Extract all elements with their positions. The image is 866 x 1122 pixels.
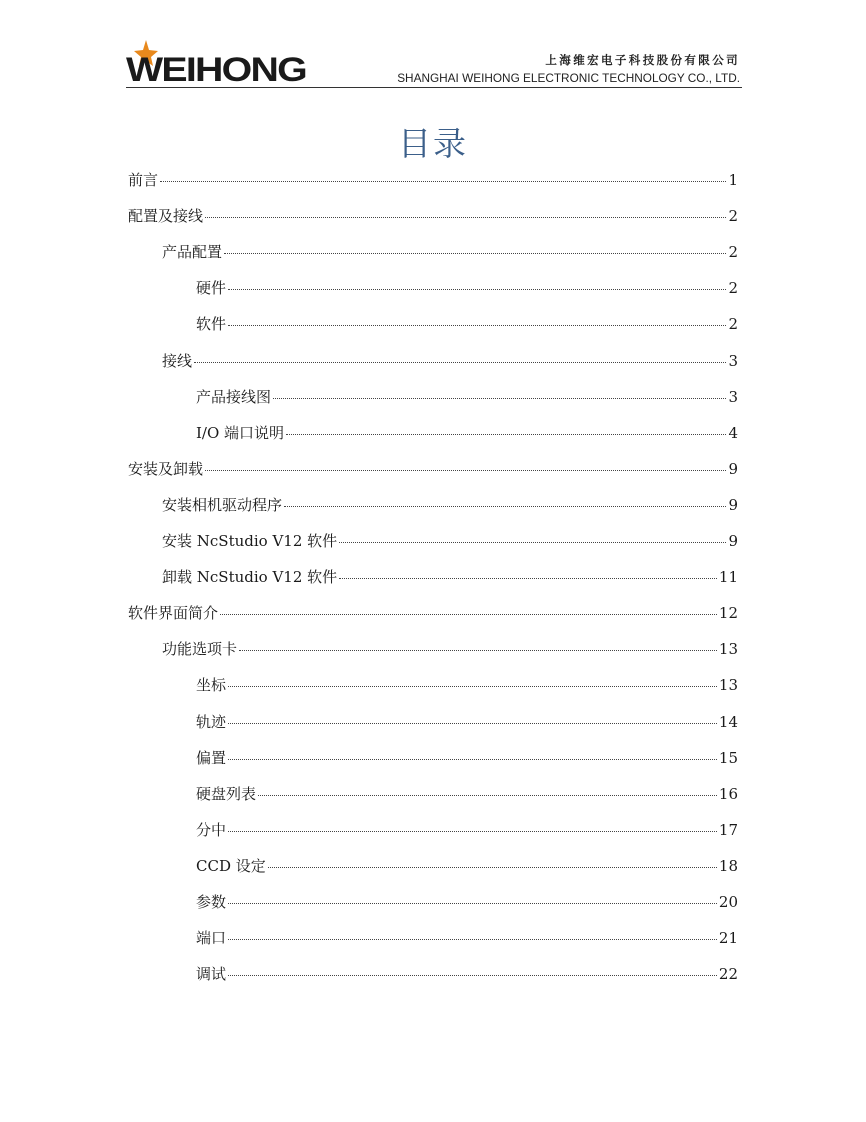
company-name-cn: 上海维宏电子科技股份有限公司 — [545, 53, 740, 67]
toc-entry-label: 软件界面简介 — [128, 604, 219, 623]
toc-dot-leader — [228, 686, 717, 687]
toc-entry[interactable] — [162, 493, 738, 517]
toc-entry[interactable] — [196, 710, 738, 734]
toc-dot-leader — [228, 325, 726, 326]
toc-entry-label: 产品配置 — [162, 243, 223, 262]
toc-dot-leader — [286, 434, 726, 435]
toc-entry-page-number: 13 — [718, 676, 738, 695]
toc-entry-label: 调试 — [196, 965, 227, 984]
toc-dot-leader — [194, 362, 726, 363]
toc-entry-label: 安装 NcStudio V12 软件 — [162, 532, 338, 550]
toc-entry[interactable] — [196, 782, 738, 806]
toc-entry-label: 功能选项卡 — [162, 640, 238, 659]
logo-text: WEIHONG — [126, 51, 307, 88]
toc-entry-label: I/O 端口说明 — [196, 423, 285, 442]
toc-dot-leader — [228, 759, 717, 760]
toc-entry-page-number: 2 — [728, 279, 738, 298]
toc-dot-leader — [228, 975, 717, 976]
toc-entry-page-number: 12 — [718, 604, 738, 623]
toc-entry[interactable] — [196, 385, 738, 409]
toc-dot-leader — [339, 578, 717, 579]
toc-dot-leader — [224, 253, 726, 254]
toc-dot-leader — [228, 289, 726, 290]
toc-entry-page-number: 22 — [718, 965, 738, 984]
toc-dot-leader — [205, 217, 726, 218]
toc-entry-label: 软件 — [196, 315, 227, 334]
toc-entry[interactable] — [162, 637, 738, 661]
toc-entry[interactable] — [196, 854, 738, 878]
toc-dot-leader — [273, 398, 726, 399]
toc-entry-page-number: 17 — [718, 820, 738, 839]
toc-entry[interactable] — [196, 962, 738, 986]
toc-entry-label: 坐标 — [196, 676, 227, 695]
toc-dot-leader — [160, 181, 726, 182]
toc-dot-leader — [228, 903, 717, 904]
toc-entry[interactable] — [196, 312, 738, 336]
toc-entry-label: 偏置 — [196, 748, 227, 767]
toc-entry-page-number: 15 — [718, 748, 738, 767]
toc-entry-page-number: 2 — [728, 315, 738, 334]
toc-dot-leader — [228, 723, 717, 724]
toc-dot-leader — [284, 506, 726, 507]
toc-dot-leader — [228, 831, 717, 832]
toc-entry-label: 轨迹 — [196, 712, 227, 731]
toc-entry-label: 安装及卸载 — [128, 459, 204, 478]
toc-entry-page-number: 9 — [728, 459, 738, 478]
toc-entry-page-number: 14 — [718, 712, 738, 731]
toc-entry-page-number: 9 — [728, 532, 738, 550]
toc-dot-leader — [258, 795, 717, 796]
toc-entry[interactable] — [128, 601, 738, 625]
toc-entry-label: 配置及接线 — [128, 207, 204, 226]
toc-entry-label: 端口 — [196, 929, 227, 948]
toc-entry[interactable] — [162, 565, 738, 589]
toc-entry-label: 接线 — [162, 351, 193, 370]
toc-entry[interactable] — [162, 240, 738, 264]
toc-entry[interactable] — [162, 529, 738, 553]
toc-entry[interactable] — [128, 457, 738, 481]
toc-entry[interactable] — [196, 926, 738, 950]
toc-entry-page-number: 18 — [718, 856, 738, 875]
toc-dot-leader — [339, 542, 726, 543]
toc-entry-page-number: 1 — [728, 171, 738, 189]
toc-entry[interactable] — [196, 421, 738, 445]
toc-dot-leader — [220, 614, 717, 615]
toc-entry-page-number: 2 — [728, 243, 738, 262]
toc-entry[interactable] — [162, 349, 738, 373]
toc-entry-page-number: 3 — [728, 387, 738, 406]
toc-entry-label: 参数 — [196, 893, 227, 911]
toc-entry-page-number: 20 — [718, 893, 738, 911]
toc-entry[interactable] — [196, 746, 738, 770]
toc-entry-page-number: 2 — [728, 207, 738, 226]
toc-dot-leader — [268, 867, 717, 868]
toc-entry[interactable] — [196, 673, 738, 697]
toc-entry-page-number: 21 — [718, 929, 738, 948]
toc-entry-label: 分中 — [196, 820, 227, 839]
toc-entry-label: 产品接线图 — [196, 387, 272, 406]
toc-entry-label: 硬件 — [196, 279, 227, 298]
toc-entry-label: 安装相机驱动程序 — [162, 495, 283, 514]
toc-entry-label: 卸载 NcStudio V12 软件 — [162, 568, 338, 587]
toc-entry[interactable] — [196, 818, 738, 842]
toc-entry[interactable] — [196, 276, 738, 300]
toc-dot-leader — [205, 470, 726, 471]
toc-entry-page-number: 3 — [728, 351, 738, 370]
toc-entry-page-number: 4 — [728, 423, 738, 442]
company-name-en: SHANGHAI WEIHONG ELECTRONIC TECHNOLOGY CO., LTD. — [397, 71, 740, 85]
toc-entry-page-number: 13 — [718, 640, 738, 659]
toc-entry-page-number: 16 — [718, 784, 738, 803]
toc-entry-label: CCD 设定 — [196, 856, 266, 875]
toc-entry-page-number: 9 — [728, 495, 738, 514]
toc-entry-label: 前言 — [128, 171, 159, 189]
toc-entry[interactable] — [128, 168, 738, 192]
toc-entry-label: 硬盘列表 — [196, 784, 257, 803]
page-title: 目录 — [398, 124, 468, 163]
toc-entry-page-number: 11 — [718, 568, 738, 587]
toc-dot-leader — [239, 650, 717, 651]
toc-entry[interactable] — [196, 890, 738, 914]
toc-dot-leader — [228, 939, 717, 940]
toc-entry[interactable] — [128, 204, 738, 228]
